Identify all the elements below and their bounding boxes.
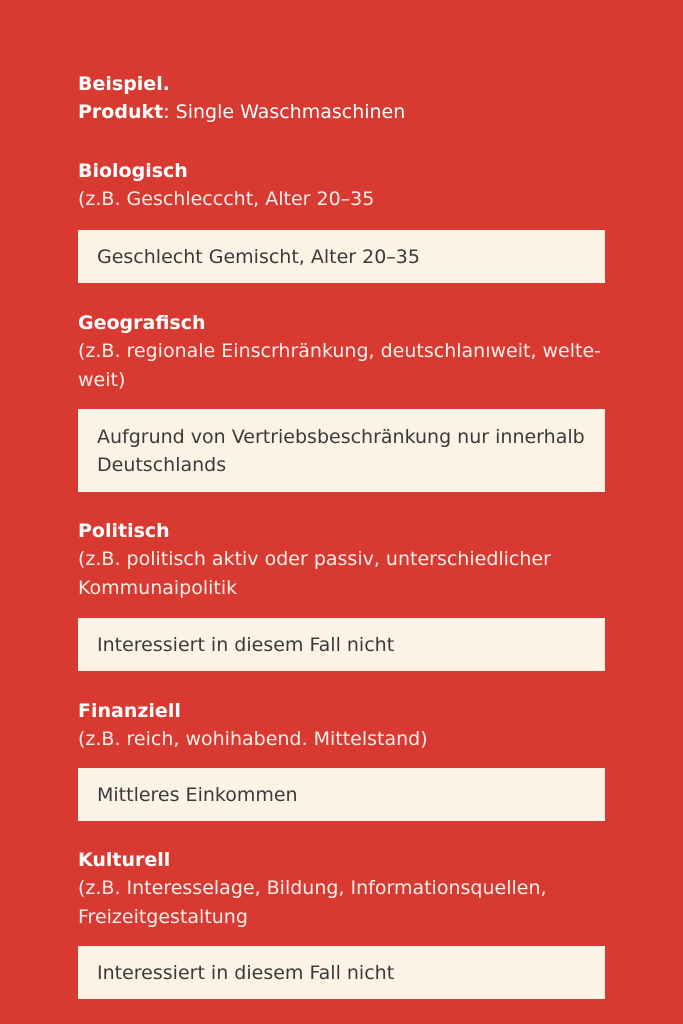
answer-text: Interessiert in diesem Fall nicht [97, 961, 395, 984]
section-heading: Politisch [78, 520, 170, 542]
product-colon: : [163, 101, 170, 123]
intro-block [78, 70, 605, 126]
answer-text: Interessiert in diesem Fall nicht [97, 633, 395, 656]
example-label: Beispiel. [78, 73, 170, 95]
section-hint: (z.B. regionale Einscrhränkung, deutschlanıweit, welte-weit) [78, 340, 602, 391]
answer-box-kulturell [78, 946, 605, 999]
product-line [78, 98, 605, 126]
answer-box-politisch [78, 618, 605, 671]
section-kulturell [78, 846, 605, 932]
answer-text: Aufgrund von Vertriebsbeschränkung nur innerhalb Deutschlands [97, 425, 585, 476]
answer-box-finanziell [78, 768, 605, 821]
section-finanziell [78, 697, 605, 754]
section-hint: (z.B. Interesselage, Bildung, Informationsquellen, Freizeitgestaltung [78, 877, 547, 928]
section-heading: Kulturell [78, 849, 171, 871]
answer-box-biologisch [78, 230, 605, 283]
section-hint: (z.B. Geschlecccht, Alter 20–35 [78, 188, 375, 210]
answer-text: Geschlecht Gemischt, Alter 20–35 [97, 245, 420, 268]
section-biologisch [78, 157, 605, 214]
section-heading: Biologisch [78, 160, 188, 182]
section-politisch [78, 517, 605, 603]
answer-text: Mittleres Einkommen [97, 783, 298, 806]
section-geografisch [78, 309, 605, 395]
section-hint: (z.B. reich, wohihabend. Mittelstand) [78, 728, 428, 750]
product-label: Produkt [78, 101, 164, 123]
answer-box-geografisch [78, 409, 605, 492]
section-hint: (z.B. politisch aktiv oder passiv, unterschiedlicher Kommunaipolitik [78, 548, 551, 599]
section-heading: Geografisch [78, 312, 206, 334]
product-value: Single Waschmaschinen [169, 101, 406, 123]
section-heading: Finanziell [78, 700, 181, 722]
